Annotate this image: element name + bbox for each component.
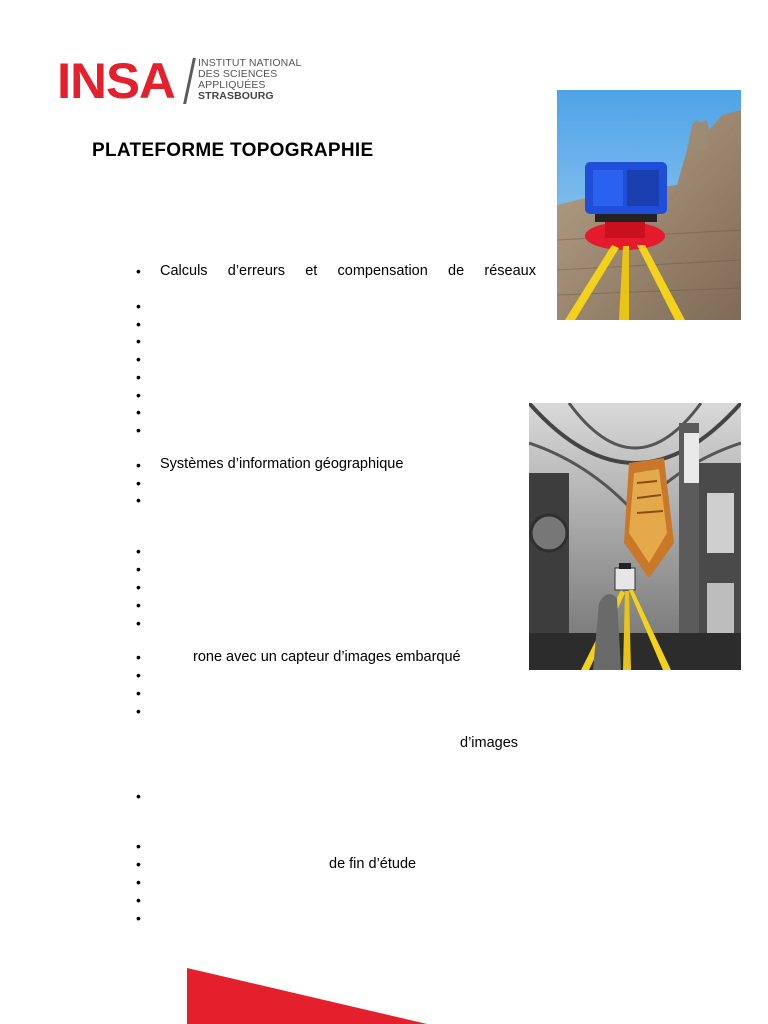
bullet-glyph: • <box>136 703 141 719</box>
bullet-glyph: • <box>136 263 141 279</box>
word: compensation <box>337 263 428 279</box>
bullet-glyph: • <box>136 615 141 631</box>
list-item-sig: Systèmes d’information géographique <box>160 456 404 472</box>
bullet-glyph: • <box>136 457 141 473</box>
text-fragment-images: d’images <box>460 735 519 751</box>
word: d’erreurs <box>227 263 285 279</box>
photo-laser-scanner <box>557 90 741 320</box>
bullet-glyph: • <box>136 492 141 508</box>
insa-logo <box>57 53 302 109</box>
bullet-glyph: • <box>136 404 141 420</box>
list-item-fin-etude: de fin d’étude <box>329 856 417 872</box>
bullet-glyph: • <box>136 387 141 403</box>
word: de <box>448 263 465 279</box>
logo-line-2: DES SCIENCES <box>198 68 278 80</box>
bullet-glyph: • <box>136 543 141 559</box>
bullet-glyph: • <box>136 298 141 314</box>
bullet-glyph: • <box>136 667 141 683</box>
bullet-glyph: • <box>136 579 141 595</box>
bullet-glyph: • <box>136 561 141 577</box>
bullet-glyph: • <box>136 892 141 908</box>
bullet-glyph: • <box>136 838 141 854</box>
logo-subtitle <box>198 58 301 102</box>
page-title: PLATEFORME TOPOGRAPHIE <box>92 140 374 161</box>
bullet-glyph: • <box>136 874 141 890</box>
bullet-glyph: • <box>136 475 141 491</box>
logo-separator <box>183 58 196 104</box>
list-item-drone: rone avec un capteur d’images embarqué <box>193 649 461 665</box>
red-corner-shape <box>187 968 427 1024</box>
logo-line-1: INSTITUT NATIONAL <box>198 57 302 69</box>
list-item-calculs <box>160 263 536 279</box>
word: réseaux <box>484 263 536 279</box>
word: Calculs <box>160 263 208 279</box>
bullet-glyph: • <box>136 910 141 926</box>
bullet-glyph: • <box>136 422 141 438</box>
bullet-glyph: • <box>136 856 141 872</box>
bullet-glyph: • <box>136 369 141 385</box>
word: et <box>305 263 318 279</box>
logo-line-4: STRASBOURG <box>198 90 274 102</box>
logo-wordmark: INSA <box>57 53 175 109</box>
bullet-glyph: • <box>136 685 141 701</box>
logo-line-3: APPLIQUÉES <box>198 79 266 91</box>
bullet-glyph: • <box>136 316 141 332</box>
bullet-glyph: • <box>136 597 141 613</box>
bullet-glyph: • <box>136 333 141 349</box>
bullet-glyph: • <box>136 649 141 665</box>
bullet-glyph: • <box>136 351 141 367</box>
bullet-glyph: • <box>136 788 141 804</box>
photo-cathedral-survey <box>529 403 741 670</box>
